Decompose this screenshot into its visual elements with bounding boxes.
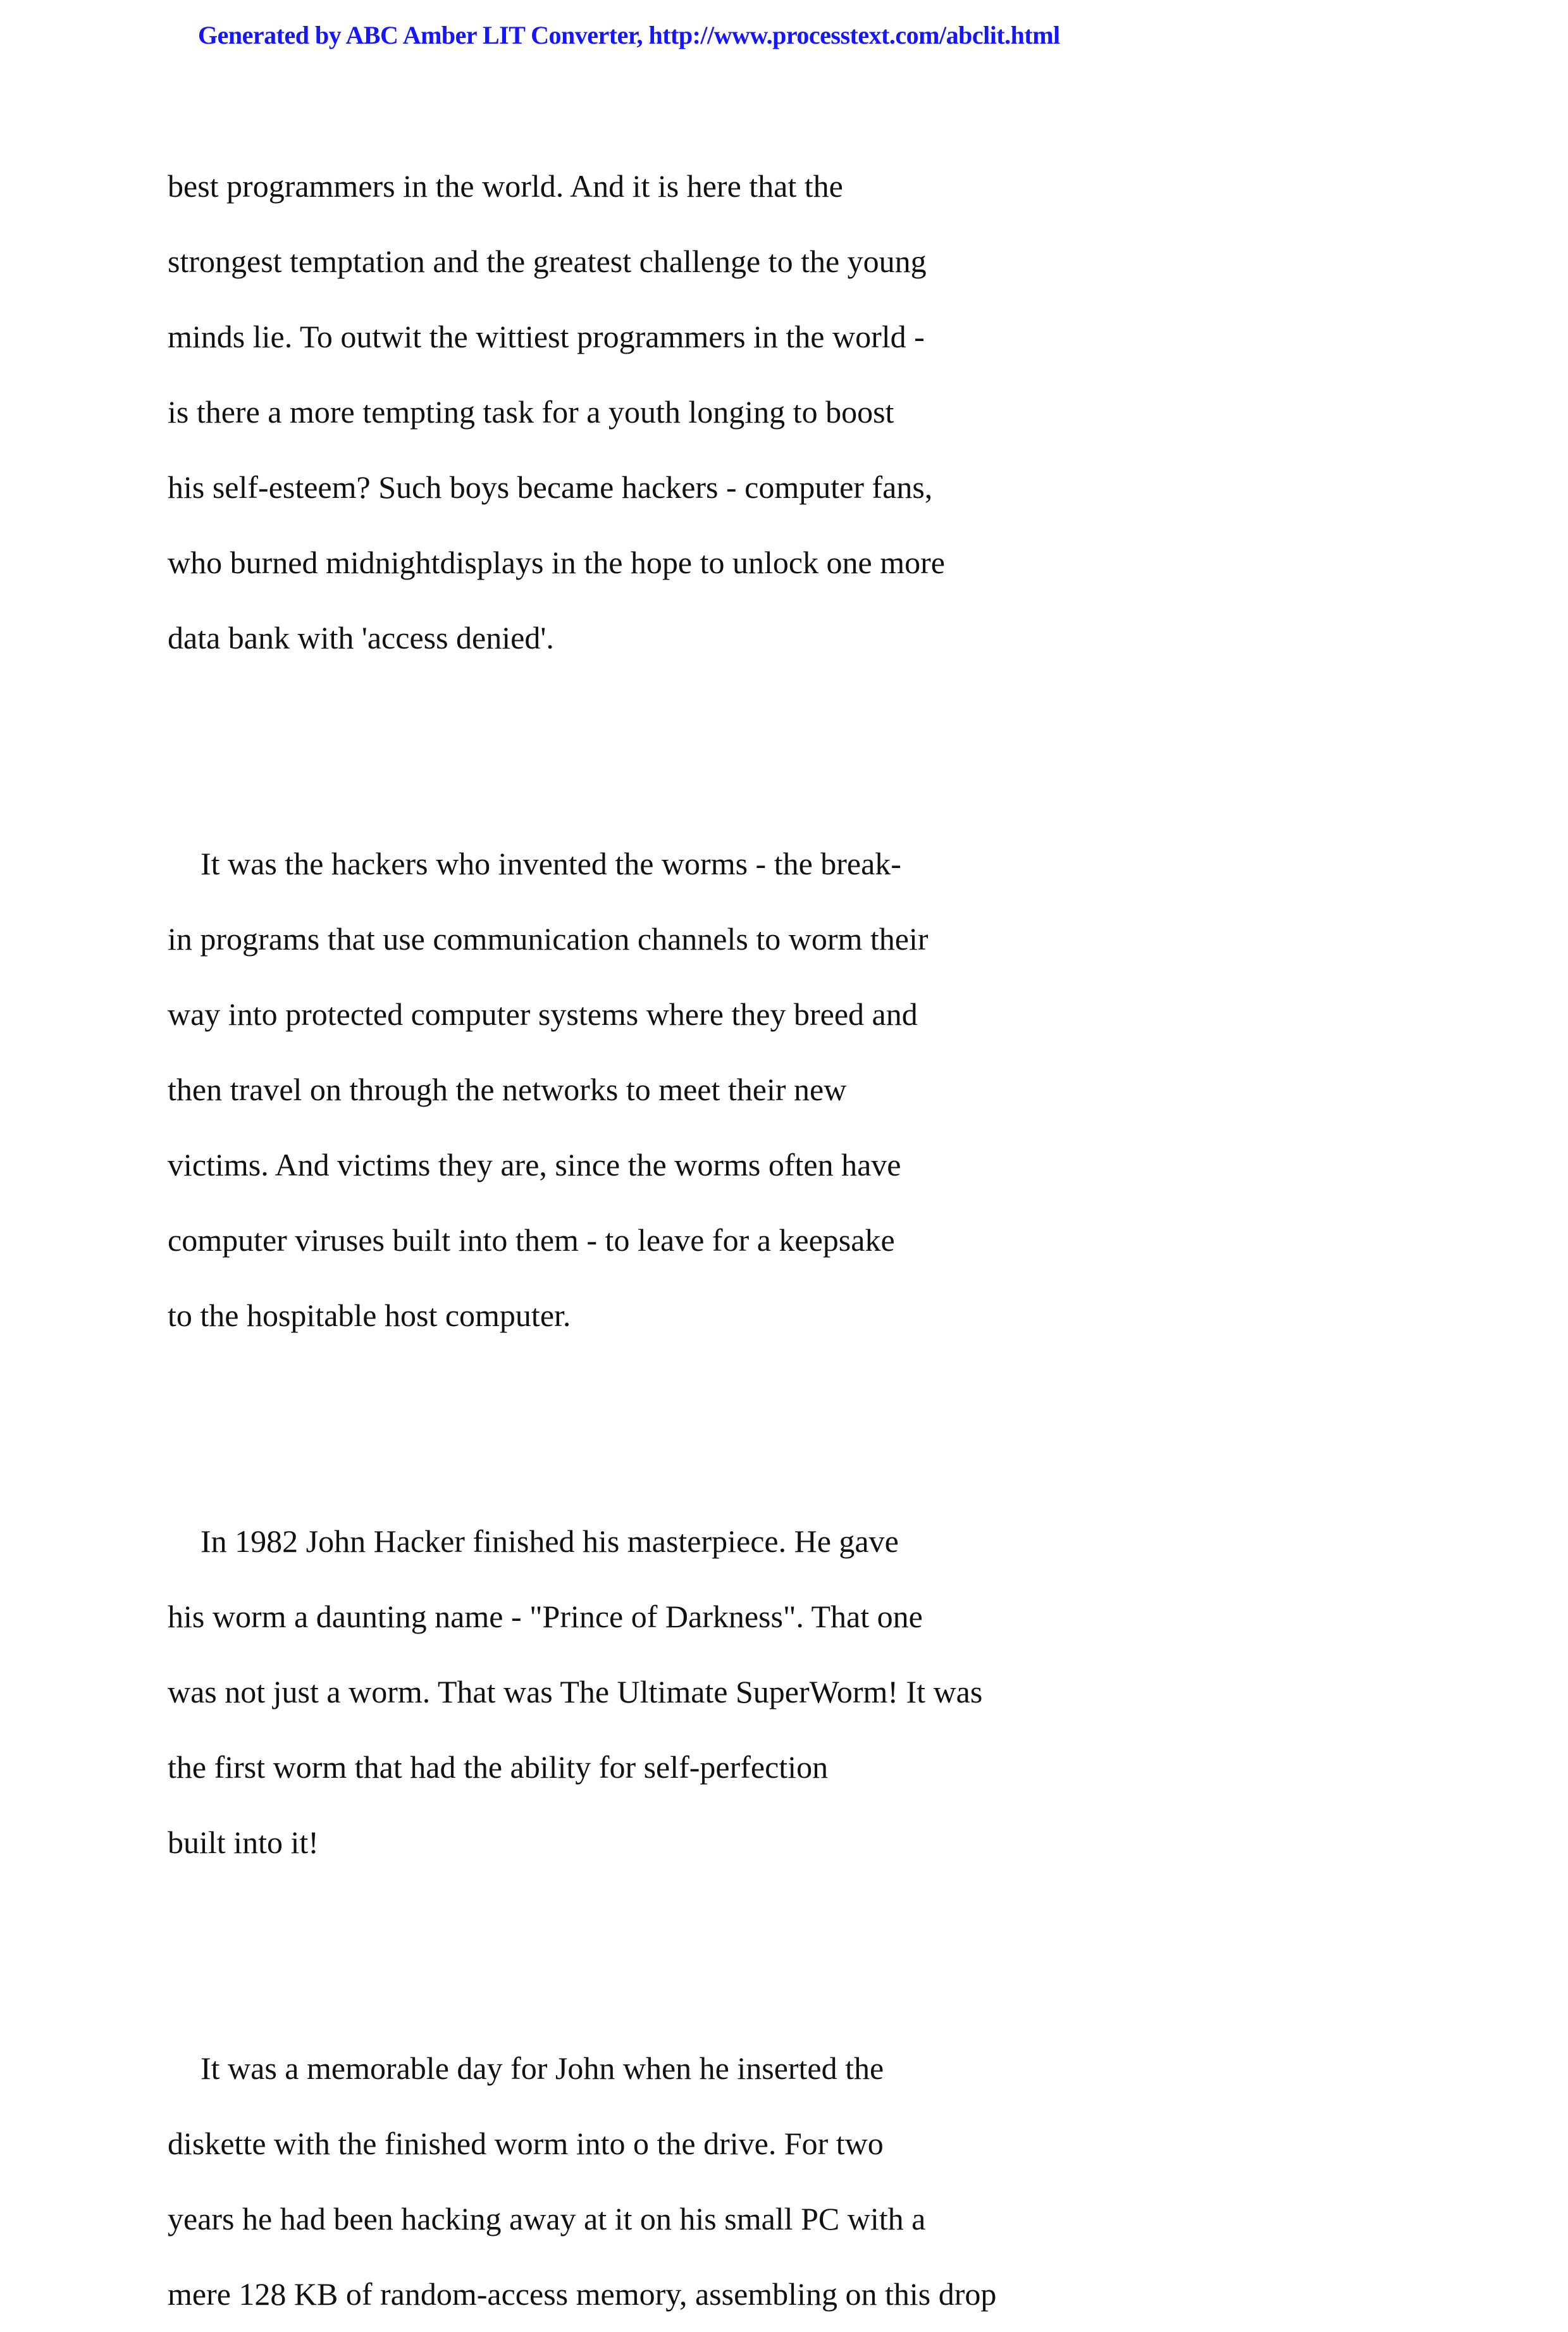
text-line: best programmers in the world. And it is here that the [168, 168, 843, 204]
paragraph-gap [168, 676, 1369, 826]
text-line: mere 128 KB of random-access memory, assembling on this drop [168, 2276, 997, 2312]
text-line: his self-esteem? Such boys became hackers - computer fans, [168, 469, 933, 505]
text-line: It was the hackers who invented the worms - the break- [201, 846, 901, 881]
text-line: In 1982 John Hacker finished his masterpiece. He gave [201, 1523, 899, 1559]
text-line: to the hospitable host computer. [168, 1298, 571, 1333]
text-line: the first worm that had the ability for self-perfection [168, 1749, 829, 1785]
text-line: who burned midnightdisplays in the hope to unlock one more [168, 545, 945, 580]
paragraph-gap [168, 1353, 1369, 1504]
text-line: built into it! [168, 1825, 319, 1860]
paragraph-3 [168, 1504, 1369, 1880]
text-line: It was a memorable day for John when he inserted the [201, 2050, 884, 2086]
text-line: his worm a daunting name - "Prince of Darkness". That one [168, 1599, 923, 1634]
text-line: data bank with 'access denied'. [168, 620, 554, 655]
paragraph-gap [168, 1880, 1369, 2031]
text-line: years he had been hacking away at it on his small PC with a [168, 2201, 926, 2236]
text-line: then travel on through the networks to meet their new [168, 1072, 847, 1107]
paragraph-1 [168, 149, 1369, 676]
paragraph-4 [168, 2031, 1369, 2332]
text-line: victims. And victims they are, since the worms often have [168, 1147, 901, 1182]
text-line: diskette with the finished worm into o the drive. For two [168, 2126, 884, 2161]
text-line: computer viruses built into them - to leave for a keepsake [168, 1222, 895, 1258]
text-line: is there a more tempting task for a youth longing to boost [168, 394, 894, 430]
converter-header-link[interactable]: Generated by ABC Amber LIT Converter, http://www.processtext.com/abclit.html [198, 21, 1060, 49]
paragraph-2 [168, 826, 1369, 1353]
text-line: minds lie. To outwit the wittiest programmers in the world - [168, 319, 925, 354]
text-line: way into protected computer systems where they breed and [168, 996, 918, 1032]
text-line: was not just a worm. That was The Ultimate SuperWorm! It was [168, 1674, 983, 1709]
document-body [168, 149, 1369, 2332]
text-line: strongest temptation and the greatest challenge to the young [168, 244, 927, 279]
text-line: in programs that use communication channels to worm their [168, 921, 929, 957]
